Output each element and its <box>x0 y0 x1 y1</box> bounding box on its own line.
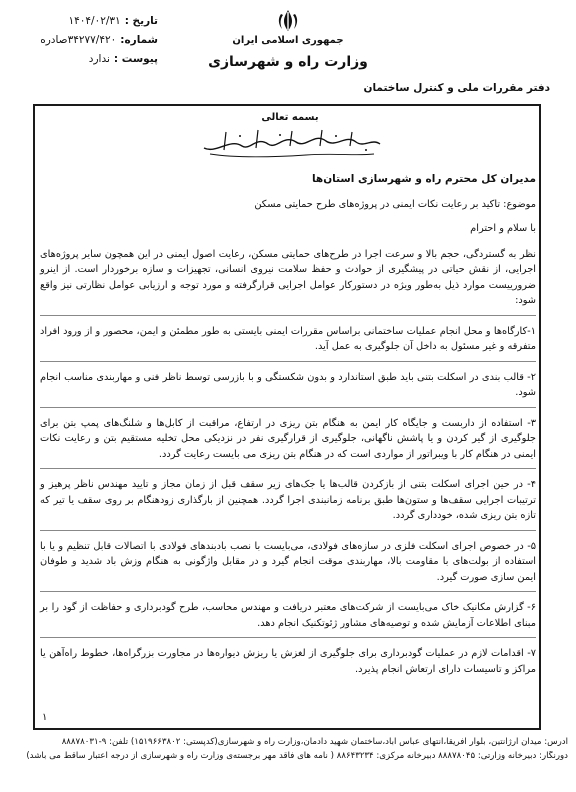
bismillah: بسمه تعالی <box>261 112 319 123</box>
letter-content <box>40 172 536 683</box>
date-value: ۱۴۰۴/۰۲/۳۱ <box>68 15 121 27</box>
list-item: ۲- قالب بندی در اسکلت بتنی باید طبق استاندارد و بدون شکستگی و با بازرسی توسط ناظر فنی و مهاربندی مناسب انجام شود. <box>40 371 536 398</box>
divider <box>40 591 536 592</box>
divider <box>40 530 536 531</box>
addressee: مدیران کل محترم راه و شهرسازی استان‌ها <box>311 173 536 185</box>
office-name: دفتر مقررات ملی و کنترل ساختمان <box>363 82 550 94</box>
date-row <box>18 12 158 31</box>
list-item: ۶- گزارش مکانیک خاک می‌بایست از شرکت‌های معتبر دریافت و مهندس محاسب، طرح گودبرداری و حفاظت از گود را بر مبنای اطلاعات آزمایش شده و توصیه‌های مشاور ژئوتکنیک انجام دهد. <box>40 602 536 629</box>
iran-emblem-icon <box>275 8 301 34</box>
greeting: با سلام و احترام <box>470 223 536 234</box>
attachment-row <box>18 50 158 69</box>
date-label: تاریخ : <box>124 15 158 27</box>
divider <box>40 637 536 638</box>
country-name: جمهوری اسلامی ایران <box>232 35 344 46</box>
divider <box>40 407 536 408</box>
subject-line: موضوع: تاکید بر رعایت نکات ایمنی در پروژه‌های طرح حمایتی مسکن <box>254 198 536 210</box>
footer-contact: دورنگار: دبیرخانه وزارتی: ۸۸۸۷۸۰۴۵ دبیرخانه مرکزی: ۸۸۶۴۳۲۳۴ ( نامه های فاقد مهر برجسته‌ی وزارت راه و شهرسازی از درجه اعتبار ساقط می باشد) <box>26 751 568 761</box>
number-row <box>18 31 158 50</box>
list-item: ۵- در خصوص اجرای اسکلت فلزی در سازه‌های فولادی، می‌بایست با نصب بادبندهای فولادی با اتصالات قابل تنظیم و یا با استفاده از بولت‌های با مقاومت بالا، مهاربندی موقت انجام گیرد و در مقابل واژگونی به هنگام وزش باد شدید و طوفان ایمن سازی صورت گیرد. <box>40 540 536 583</box>
slogan-calligraphy <box>196 124 386 160</box>
list-item: ۷- اقدامات لازم در عملیات گودبرداری برای جلوگیری از لغزش یا ریزش دیواره‌ها در مجاورت بزرگراه‌ها، خطوط راه‌آهن یا مراکز و تاسیسات دارای ارتعاش انجام پذیرد. <box>40 648 536 675</box>
attachment-label: پیوست : <box>113 53 158 65</box>
attachment-value: ندارد <box>88 53 110 65</box>
ministry-name: وزارت راه و شهرسازی <box>208 54 368 70</box>
page-number: ۱ <box>42 712 48 723</box>
list-item: ۳- استفاده از داربست و جایگاه کار ایمن به هنگام بتن ریزی در ارتفاع، مراقبت از کابل‌ها و شلنگ‌های پمپ بتن برای جلوگیری از گیر کردن و یا پاشش ناگهانی، جلوگیری از قرارگیری نفر در نزدیکی محل تخلیه مستقیم بتن و رعایت نکات ایمنی در هنگام کار با ویبراتور از مواردی است که در هنگام بتن ریزی می بایست رعایت گردد. <box>40 417 536 460</box>
divider <box>40 315 536 316</box>
list-item: ۱-کارگاه‌ها و محل انجام عملیات ساختمانی براساس مقررات ایمنی بایستی به طور مطمئن و ایمن، محصور و از ورود افراد متفرقه و غیر مسئول به داخل آن جلوگیری به عمل آید. <box>40 325 536 352</box>
list-item: ۴- در حین اجرای اسکلت بتنی از بازکردن قالب‌ها یا جک‌های زیر سقف قبل از زمان مجاز و تایید مهندس ناظر پرهیز و ترتیبات اجرایی سقف‌ها و ستون‌ها طبق برنامه زمانبندی اجرا گردد. همچنین از بارگذاری زودهنگام بر روی سقف یا تیر که تازه بتن ریزی شده، خودداری گردد. <box>40 479 536 521</box>
divider <box>40 361 536 362</box>
number-value: ۳۴۲۷۷/۴۲۰صادره <box>40 34 117 46</box>
footer-address: آدرس: میدان آرژانتین، بلوار افریقا،انتهای عباس آباد،ساختمان شهید دادمان،وزارت راه و شهرسازی(کدپستی: ۱۵۱۹۶۶۳۸۰۲) تلفن: ۹-۸۸۸۷۸۰۳۱ <box>61 737 568 747</box>
letter-metadata <box>18 12 158 69</box>
divider <box>40 468 536 469</box>
number-label: شماره: <box>120 34 158 46</box>
intro-paragraph: نظر به گستردگی، حجم بالا و سرعت اجرا در طرح‌های حمایتی مسکن، رعایت اصول ایمنی در این همچون سایر پروژه‌های اجرایی، از نقش حیاتی در پیشگیری از حوادث و حفظ سلامت نیروی انسانی، تجهیزات و سازه برخوردار است. از اینرو ضرورییست موارد ذیل به‌طور ویژه در دستورکار عوامل اجرایی قرارگرفته و مورد توجه و ارزیابی عوامل نظارتی نیز واقع شود: <box>40 248 536 306</box>
